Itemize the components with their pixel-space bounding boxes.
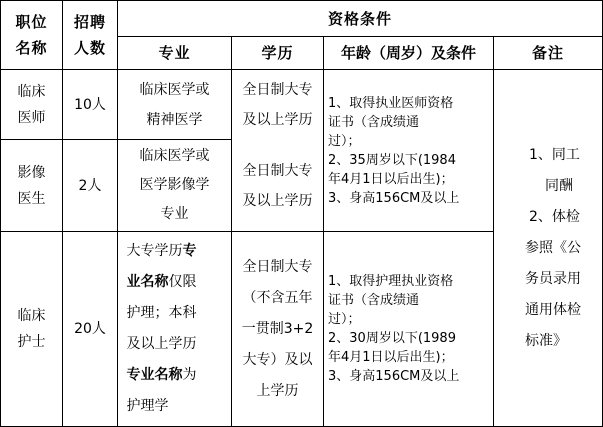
conditions-doctor: 1、取得执业医师资格 证书（含成绩通 过）； 2、35周岁以下(1984 年4月1日以后出生)； 3、身高156CM及以上 (328, 95, 460, 206)
header-position: 职位 名称 (15, 13, 48, 57)
remark-line-2: 同酬 (545, 177, 573, 194)
header-remarks: 备注 (531, 44, 564, 62)
remark-line-5: 务员录用 (525, 270, 581, 287)
row3-count: 20人 (74, 321, 106, 337)
major-part-6: 及以上学历 (126, 336, 197, 352)
row2-position: 影像 医生 (17, 164, 46, 207)
row3-education: 全日制大专 （不含五年 一贯制3+2 大专）及以 上学历 (241, 258, 314, 399)
header-age-conditions: 年龄（周岁）及条件 (340, 44, 476, 62)
major-part-4: 仅限 (168, 274, 197, 290)
major-part-7: 专业名称 (126, 367, 183, 383)
remarks-cell (494, 70, 602, 426)
remark-line-3: 2、体检 (529, 208, 580, 225)
remark-line-4: 参照《公 (525, 239, 581, 256)
major-part-2: 专 (182, 243, 197, 259)
row2-education: 全日制大专 及以上学历 (242, 162, 313, 209)
row1-education: 全日制大专 及以上学历 (242, 81, 313, 128)
row2-count: 2人 (78, 177, 102, 194)
major-part-9: 护理学 (126, 398, 169, 414)
remark-line-7: 标准》 (525, 332, 567, 349)
remark-line-1: 1、同工 (529, 146, 580, 163)
major-part-5: 护理；本科 (126, 305, 197, 321)
conditions-nurse: 1、取得护理执业资格 证书（含成绩通 过）； 2、30周岁以下(1989 年4月1日以后出生)； 3、身高156CM及以上 (328, 274, 460, 384)
major-part-3: 业名称 (126, 274, 169, 290)
row1-major: 临床医学或 精神医学 (139, 81, 210, 128)
row1-position: 临床 医师 (17, 83, 46, 126)
row3-major (118, 232, 231, 426)
header-education: 学历 (261, 44, 294, 62)
remark-line-6: 通用体检 (525, 301, 581, 318)
header-major: 专业 (158, 44, 191, 62)
major-part-8: 为 (182, 367, 197, 383)
header-recruit-count: 招聘 人数 (73, 13, 106, 57)
row2-major: 临床医学或 医学影像学 专业 (139, 148, 210, 222)
major-part-1: 大专学历 (126, 243, 183, 259)
row1-count: 10人 (74, 96, 106, 113)
row3-position: 临床 护士 (17, 308, 46, 350)
header-qualifications: 资格条件 (327, 9, 392, 28)
